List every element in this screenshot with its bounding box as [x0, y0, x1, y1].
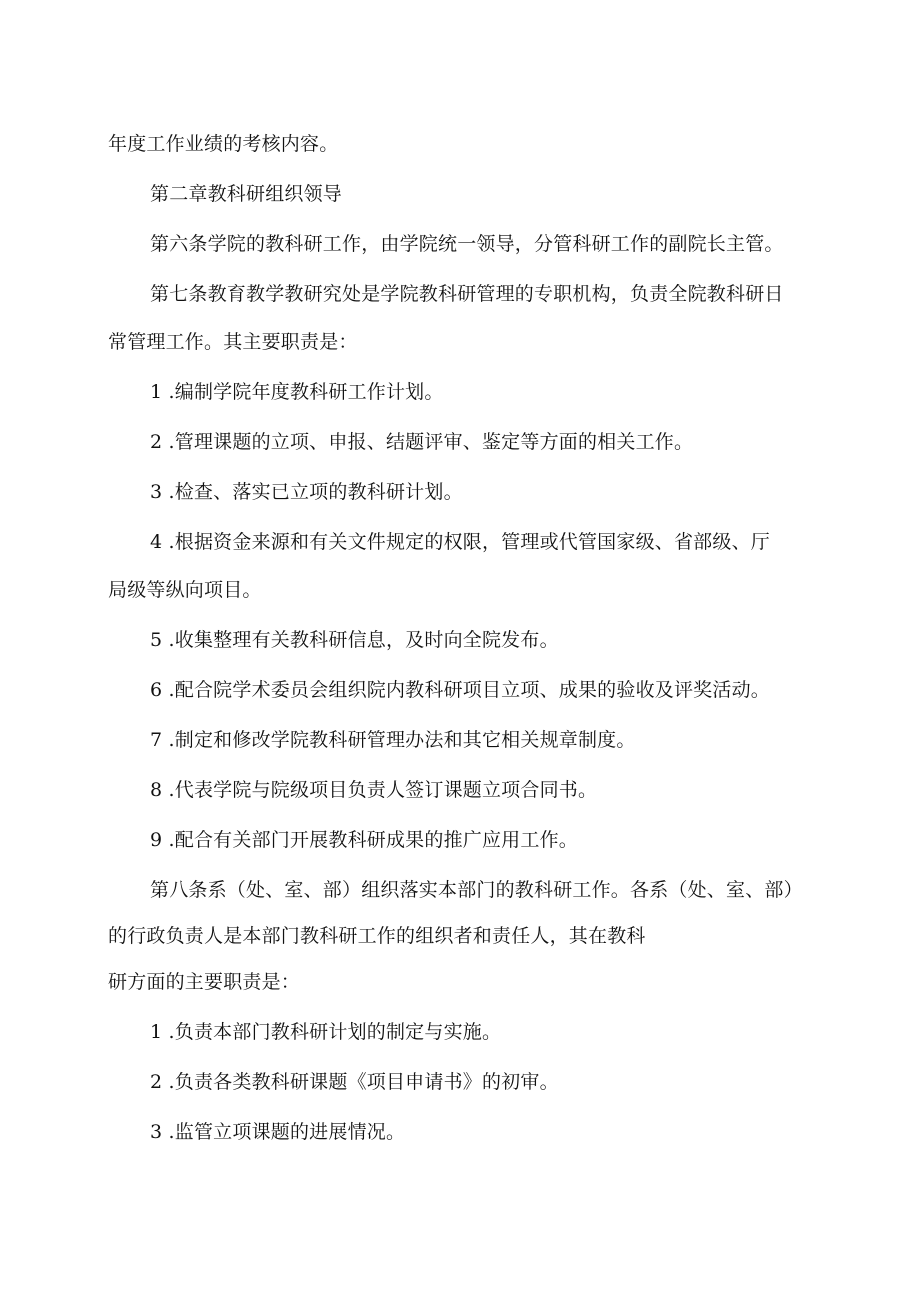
article-7: 第七条教育教学教研究处是学院教科研管理的专职机构，负责全院教科研日 [150, 283, 784, 305]
article-6: 第六条学院的教科研工作，由学院统一领导，分管科研工作的副院长主管。 [150, 233, 784, 255]
article-7-continued: 常管理工作。其主要职责是： [108, 331, 358, 353]
list-item: 5 .收集整理有关教科研信息，及时向全院发布。 [150, 629, 559, 651]
article-8: 第八条系（处、室、部）组织落实本部门的教科研工作。各系（处、室、部） [150, 879, 803, 901]
list-item: 2 .负责各类教科研课题《项目申请书》的初审。 [150, 1071, 559, 1093]
article-8-continued: 的行政负责人是本部门教科研工作的组织者和责任人，其在教科 [108, 925, 646, 947]
list-item: 3 .检查、落实已立项的教科研计划。 [150, 481, 463, 503]
list-item: 6 .配合院学术委员会组织院内教科研项目立项、成果的验收及评奖活动。 [150, 679, 770, 701]
list-item: 1 .编制学院年度教科研工作计划。 [150, 381, 444, 403]
list-item: 9 .配合有关部门开展教科研成果的推广应用工作。 [150, 829, 578, 851]
article-8-continued: 研方面的主要职责是： [108, 971, 301, 993]
list-item: 2 .管理课题的立项、申报、结题评审、鉴定等方面的相关工作。 [150, 431, 694, 453]
list-item: 1 .负责本部门教科研计划的制定与实施。 [150, 1021, 502, 1043]
text-line-continuation: 年度工作业绩的考核内容。 [108, 133, 339, 155]
list-item: 8 .代表学院与院级项目负责人签订课题立项合同书。 [150, 779, 598, 801]
chapter-heading: 第二章教科研组织领导 [150, 183, 343, 205]
list-item-continued: 局级等纵向项目。 [108, 579, 262, 601]
list-item: 4 .根据资金来源和有关文件规定的权限，管理或代管国家级、省部级、厅 [150, 531, 770, 553]
list-item: 3 .监管立项课题的进展情况。 [150, 1121, 406, 1143]
list-item: 7 .制定和修改学院教科研管理办法和其它相关规章制度。 [150, 729, 636, 751]
